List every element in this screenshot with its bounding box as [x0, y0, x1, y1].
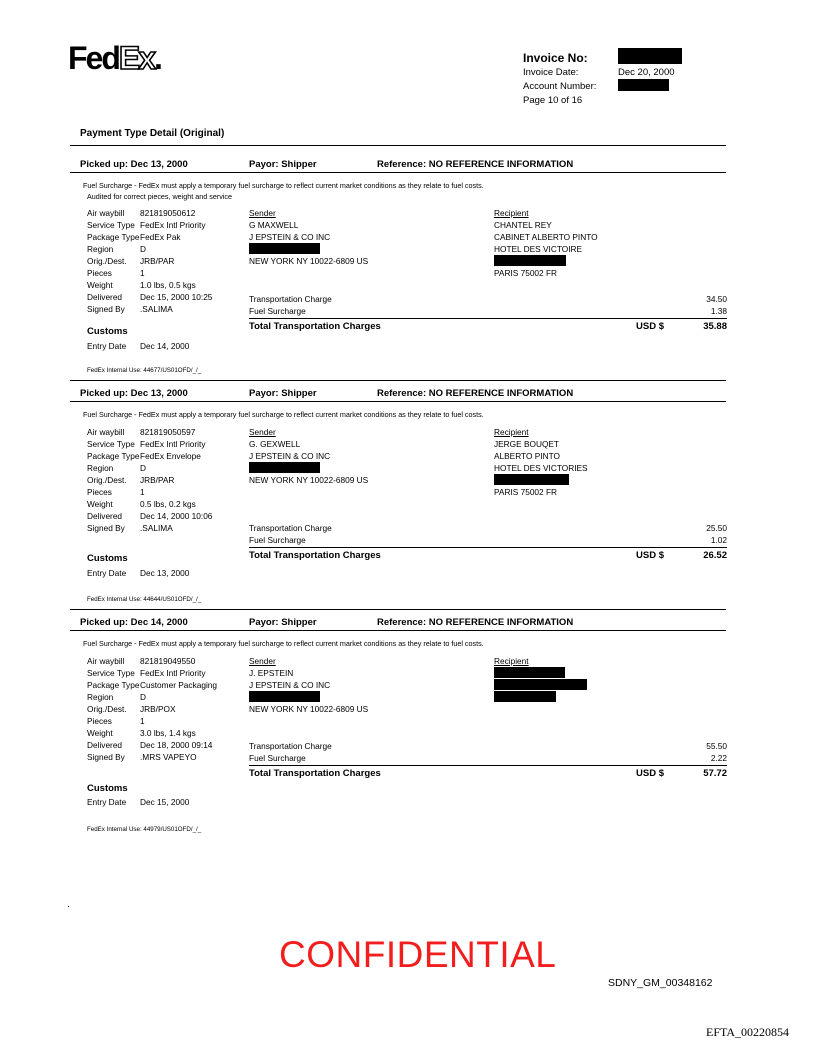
- customs-heading: Customs: [87, 326, 128, 337]
- transportation-charge-label: Transportation Charge: [249, 741, 332, 751]
- signed-by-label: Signed By: [87, 752, 125, 762]
- stray-dot: .: [67, 899, 70, 910]
- entry-date-label: Entry Date: [87, 797, 127, 807]
- total-amount: 26.52: [703, 550, 727, 561]
- shipment-divider: [70, 401, 726, 402]
- recipient-redaction: [494, 667, 565, 678]
- delivered-value: Dec 14, 2000 10:06: [140, 511, 213, 521]
- invoice-no-label: Invoice No:: [523, 51, 588, 65]
- section-divider: [70, 145, 726, 146]
- recipient-redaction: [494, 691, 556, 702]
- region-label: Region: [87, 692, 114, 702]
- sender-city: NEW YORK NY 10022-6809 US: [249, 475, 369, 485]
- orig-dest-label: Orig./Dest.: [87, 704, 127, 714]
- confidential-stamp: CONFIDENTIAL: [279, 934, 557, 975]
- recipient-redaction: [494, 679, 587, 690]
- region-value: D: [140, 463, 146, 473]
- recipient-label: Recipient: [494, 427, 529, 437]
- transportation-charge-amount: 34.50: [706, 294, 727, 304]
- region-label: Region: [87, 244, 114, 254]
- total-label: Total Transportation Charges: [249, 321, 381, 332]
- signed-by-value: .SALIMA: [140, 523, 173, 533]
- currency-label: USD $: [636, 321, 664, 332]
- total-amount: 35.88: [703, 321, 727, 332]
- internal-use: FedEx Internal Use: 44644/US01OFD/_/_: [87, 596, 202, 603]
- shipment-3: [0, 617, 816, 857]
- picked-up: Picked up: Dec 14, 2000: [80, 617, 188, 628]
- air-waybill-label: Air waybill: [87, 208, 125, 218]
- orig-dest-label: Orig./Dest.: [87, 256, 127, 266]
- air-waybill-value: 821819050597: [140, 427, 196, 437]
- invoice-date-value: Dec 20, 2000: [618, 67, 675, 78]
- recipient-line: CABINET ALBERTO PINTO: [494, 232, 598, 242]
- sender-line: J EPSTEIN & CO INC: [249, 451, 331, 461]
- region-label: Region: [87, 463, 114, 473]
- pieces-value: 1: [140, 268, 145, 278]
- region-value: D: [140, 244, 146, 254]
- fuel-surcharge-amount: 1.38: [710, 306, 727, 316]
- air-waybill-label: Air waybill: [87, 656, 125, 666]
- orig-dest-label: Orig./Dest.: [87, 475, 127, 485]
- payor: Payor: Shipper: [249, 617, 317, 628]
- recipient-label: Recipient: [494, 656, 529, 666]
- shipment-1: [0, 159, 816, 399]
- shipment-divider: [70, 630, 726, 631]
- recipient-line: ALBERTO PINTO: [494, 451, 560, 461]
- entry-date-label: Entry Date: [87, 568, 127, 578]
- weight-value: 1.0 lbs, 0.5 kgs: [140, 280, 196, 290]
- bates-number: SDNY_GM_00348162: [608, 977, 713, 989]
- entry-date-value: Dec 14, 2000: [140, 341, 190, 351]
- shipment-2: [0, 388, 816, 628]
- recipient-label: Recipient: [494, 208, 529, 218]
- service-type-label: Service Type: [87, 439, 135, 449]
- invoice-no-redaction: [618, 48, 682, 64]
- orig-dest-value: JRB/PAR: [140, 256, 175, 266]
- sender-line: J EPSTEIN & CO INC: [249, 232, 331, 242]
- shipment-top-divider: [70, 609, 726, 610]
- fuel-surcharge-label: Fuel Surcharge: [249, 535, 306, 545]
- delivered-label: Delivered: [87, 292, 123, 302]
- service-type-value: FedEx Intl Priority: [140, 220, 206, 230]
- sender-city: NEW YORK NY 10022-6809 US: [249, 704, 369, 714]
- sender-line: G MAXWELL: [249, 220, 299, 230]
- section-title: Payment Type Detail (Original): [80, 128, 225, 139]
- fuel-surcharge-note: Fuel Surcharge - FedEx must apply a temporary fuel surcharge to reflect current market conditions as they relate to fuel costs.: [83, 639, 484, 648]
- transportation-charge-label: Transportation Charge: [249, 294, 332, 304]
- weight-value: 0.5 lbs, 0.2 kgs: [140, 499, 196, 509]
- package-type-value: FedEx Envelope: [140, 451, 201, 461]
- picked-up: Picked up: Dec 13, 2000: [80, 388, 188, 399]
- entry-date-label: Entry Date: [87, 341, 127, 351]
- invoice-date-label: Invoice Date:: [523, 67, 579, 78]
- shipment-divider: [70, 172, 726, 173]
- fuel-surcharge-label: Fuel Surcharge: [249, 753, 306, 763]
- total-divider: [249, 547, 727, 548]
- weight-label: Weight: [87, 499, 113, 509]
- logo-dot: .: [154, 40, 161, 76]
- package-type-label: Package Type: [87, 680, 140, 690]
- currency-label: USD $: [636, 550, 664, 561]
- sender-label: Sender: [249, 427, 276, 437]
- fuel-surcharge-note: Fuel Surcharge - FedEx must apply a temporary fuel surcharge to reflect current market conditions as they relate to fuel costs.: [83, 181, 484, 190]
- package-type-label: Package Type: [87, 232, 140, 242]
- recipient-line: HOTEL DES VICTOIRE: [494, 244, 583, 254]
- delivered-label: Delivered: [87, 740, 123, 750]
- efta-number: EFTA_00220854: [706, 1025, 790, 1039]
- audit-note: Audited for correct pieces, weight and service: [87, 192, 233, 201]
- payor: Payor: Shipper: [249, 388, 317, 399]
- delivered-label: Delivered: [87, 511, 123, 521]
- fuel-surcharge-amount: 2.22: [710, 753, 727, 763]
- pieces-label: Pieces: [87, 716, 112, 726]
- sender-label: Sender: [249, 656, 276, 666]
- page-number: Page 10 of 16: [523, 95, 583, 106]
- recipient-city: PARIS 75002 FR: [494, 268, 558, 278]
- reference: Reference: NO REFERENCE INFORMATION: [377, 159, 574, 170]
- pieces-label: Pieces: [87, 268, 112, 278]
- total-label: Total Transportation Charges: [249, 768, 381, 779]
- recipient-line: JERGE BOUQET: [494, 439, 560, 449]
- recipient-redaction: [494, 474, 569, 485]
- total-divider: [249, 318, 727, 319]
- entry-date-value: Dec 15, 2000: [140, 797, 190, 807]
- fuel-surcharge-note: Fuel Surcharge - FedEx must apply a temporary fuel surcharge to reflect current market conditions as they relate to fuel costs.: [83, 410, 484, 419]
- package-type-value: Customer Packaging: [140, 680, 218, 690]
- weight-label: Weight: [87, 280, 113, 290]
- signed-by-value: .MRS VAPEYO: [140, 752, 197, 762]
- service-type-value: FedEx Intl Priority: [140, 439, 206, 449]
- signed-by-label: Signed By: [87, 523, 125, 533]
- recipient-city: PARIS 75002 FR: [494, 487, 558, 497]
- transportation-charge-amount: 55.50: [706, 741, 727, 751]
- pieces-value: 1: [140, 716, 145, 726]
- delivered-value: Dec 15, 2000 10:25: [140, 292, 213, 302]
- internal-use: FedEx Internal Use: 44979/US01OFD/_/_: [87, 826, 202, 833]
- recipient-redaction: [494, 255, 566, 266]
- entry-date-value: Dec 13, 2000: [140, 568, 190, 578]
- total-amount: 57.72: [703, 768, 727, 779]
- logo-ex: Ex: [118, 40, 155, 76]
- account-number-redaction: [618, 79, 669, 91]
- sender-line: J EPSTEIN & CO INC: [249, 680, 331, 690]
- air-waybill-value: 821819050612: [140, 208, 196, 218]
- shipment-top-divider: [70, 380, 726, 381]
- total-label: Total Transportation Charges: [249, 550, 381, 561]
- sender-line: G. GEXWELL: [249, 439, 301, 449]
- internal-use: FedEx Internal Use: 44677/US01OFD/_/_: [87, 367, 202, 374]
- reference: Reference: NO REFERENCE INFORMATION: [377, 617, 574, 628]
- transportation-charge-label: Transportation Charge: [249, 523, 332, 533]
- sender-redaction: [249, 462, 320, 473]
- pieces-label: Pieces: [87, 487, 112, 497]
- account-number-label: Account Number:: [523, 81, 597, 92]
- customs-heading: Customs: [87, 553, 128, 564]
- package-type-value: FedEx Pak: [140, 232, 181, 242]
- payor: Payor: Shipper: [249, 159, 317, 170]
- package-type-label: Package Type: [87, 451, 140, 461]
- signed-by-value: .SALIMA: [140, 304, 173, 314]
- logo-fed: Fed: [68, 40, 119, 76]
- reference: Reference: NO REFERENCE INFORMATION: [377, 388, 574, 399]
- picked-up: Picked up: Dec 13, 2000: [80, 159, 188, 170]
- service-type-label: Service Type: [87, 220, 135, 230]
- service-type-value: FedEx Intl Priority: [140, 668, 206, 678]
- fedex-logo: [68, 42, 161, 74]
- delivered-value: Dec 18, 2000 09:14: [140, 740, 213, 750]
- sender-city: NEW YORK NY 10022-6809 US: [249, 256, 369, 266]
- fuel-surcharge-amount: 1.02: [710, 535, 727, 545]
- sender-line: J. EPSTEIN: [249, 668, 294, 678]
- weight-label: Weight: [87, 728, 113, 738]
- sender-label: Sender: [249, 208, 276, 218]
- region-value: D: [140, 692, 146, 702]
- sender-redaction: [249, 243, 320, 254]
- air-waybill-value: 821819049550: [140, 656, 196, 666]
- signed-by-label: Signed By: [87, 304, 125, 314]
- weight-value: 3.0 lbs, 1.4 kgs: [140, 728, 196, 738]
- currency-label: USD $: [636, 768, 664, 779]
- customs-heading: Customs: [87, 783, 128, 794]
- recipient-line: CHANTEL REY: [494, 220, 552, 230]
- pieces-value: 1: [140, 487, 145, 497]
- orig-dest-value: JRB/POX: [140, 704, 176, 714]
- service-type-label: Service Type: [87, 668, 135, 678]
- orig-dest-value: JRB/PAR: [140, 475, 175, 485]
- air-waybill-label: Air waybill: [87, 427, 125, 437]
- sender-redaction: [249, 691, 320, 702]
- transportation-charge-amount: 25.50: [706, 523, 727, 533]
- total-divider: [249, 765, 727, 766]
- recipient-line: HOTEL DES VICTORIES: [494, 463, 588, 473]
- fuel-surcharge-label: Fuel Surcharge: [249, 306, 306, 316]
